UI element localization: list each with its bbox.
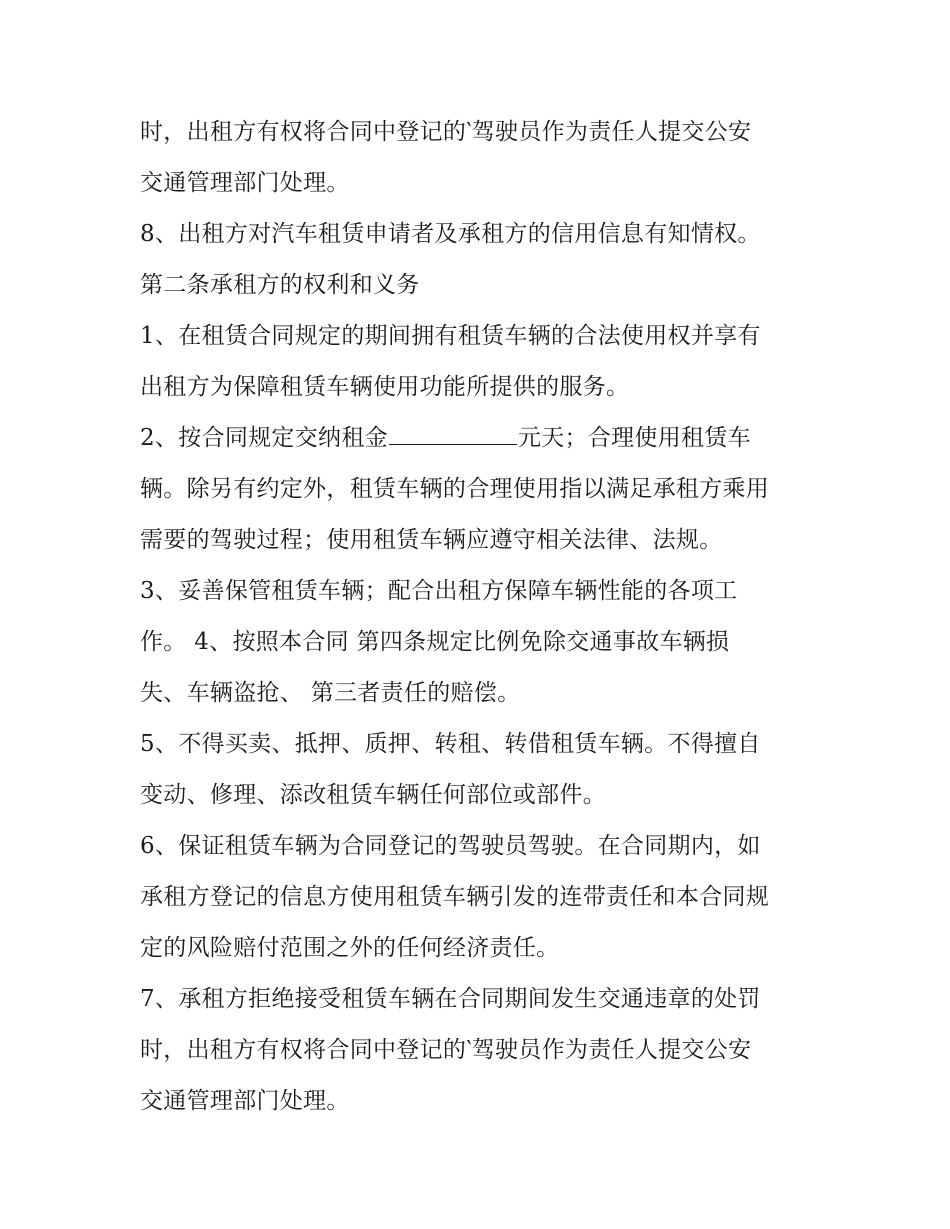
text-line: 3、妥善保管租赁车辆；配合出租方保障车辆性能的各项工 — [140, 578, 738, 604]
text-line: 1、在租赁合同规定的期间拥有租赁车辆的合法使用权并享有 — [140, 323, 761, 349]
text-line-with-blank — [140, 413, 830, 464]
text-line: 7、承租方拒绝接受租赁车辆在合同期间发生交通违章的处罚 — [140, 986, 761, 1012]
text-line: 交通管理部门处理。 — [140, 1088, 350, 1114]
text-line: 失、车辆盗抢、 第三者责任的赔偿。 — [140, 680, 521, 706]
rent-clause-text-after: 元天；合理使用租赁车 — [517, 425, 751, 451]
text-line: 需要的驾驶过程；使用租赁车辆应遵守相关法律、法规。 — [140, 527, 723, 553]
text-line: 时，出租方有权将合同中登记的‵驾驶员作为责任人提交公安 — [140, 119, 752, 145]
text-line: 5、不得买卖、抵押、质押、转租、转借租赁车辆。不得擅自 — [140, 731, 761, 757]
text-line: 交通管理部门处理。 — [140, 170, 350, 196]
text-line: 6、保证租赁车辆为合同登记的驾驶员驾驶。在合同期内，如 — [140, 833, 761, 859]
text-line: 辆。除另有约定外，租赁车辆的合理使用指以满足承租方乘用 — [140, 476, 770, 502]
text-line: 时，出租方有权将合同中登记的‵驾驶员作为责任人提交公安 — [140, 1037, 752, 1063]
text-line: 作。 4、按照本合同 第四条规定比例免除交通事故车辆损 — [140, 629, 730, 655]
text-line: 8、出租方对汽车租赁申请者及承租方的信用信息有知情权。 — [140, 221, 761, 247]
text-line: 出租方为保障租赁车辆使用功能所提供的服务。 — [140, 374, 630, 400]
section-heading: 第二条承租方的权利和义务 — [140, 272, 420, 298]
text-line: 承租方登记的信息方使用租赁车辆引发的连带责任和本合同规 — [140, 884, 770, 910]
text-line: 变动、修理、添改租赁车辆任何部位或部件。 — [140, 782, 606, 808]
text-line: 定的风险赔付范围之外的任何经济责任。 — [140, 935, 560, 961]
rent-amount-blank — [389, 424, 517, 445]
contract-text — [140, 107, 830, 1127]
rent-clause-text: 2、按合同规定交纳租金 — [140, 425, 388, 451]
